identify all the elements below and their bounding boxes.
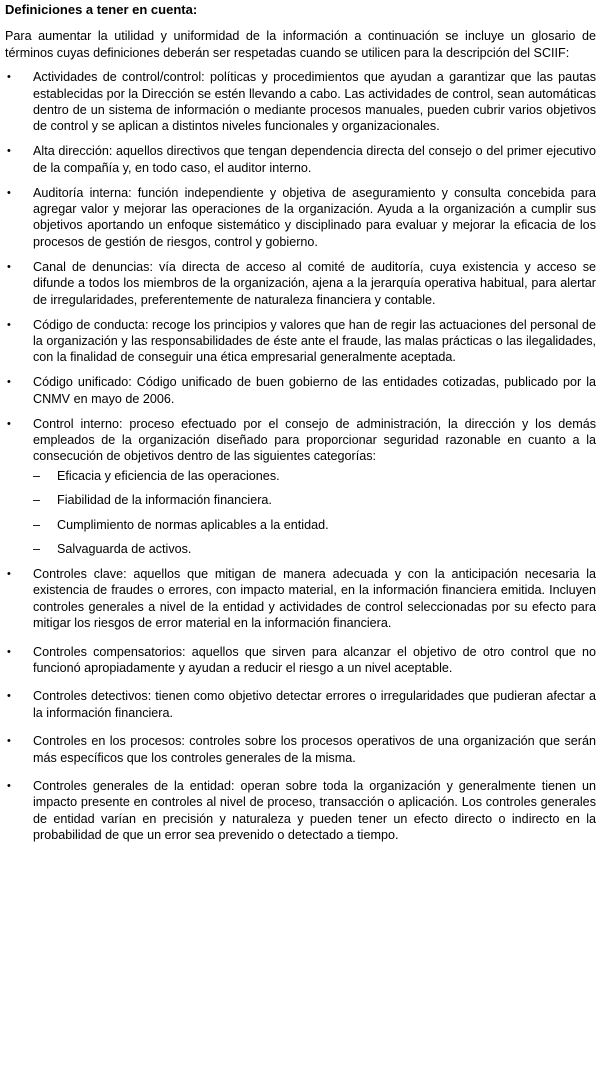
bullet-icon: •	[7, 417, 11, 430]
definition-text: Código de conducta: recoge los principios y valores que han de regir las actuaciones del personal de la organización y las responsabilidades de éste ante el fraude, las malas prácticas o las ilegalidades, con la finalidad de conseguir una ética empresarial generalmente aceptada.	[33, 317, 596, 365]
category-text: Cumplimiento de normas aplicables a la entidad.	[57, 517, 329, 532]
category-item	[33, 517, 596, 533]
definition-item	[5, 374, 596, 407]
definition-item	[5, 259, 596, 308]
definition-text: Control interno: proceso efectuado por el consejo de administración, la dirección y los demás empleados de la organización diseñado para proporcionar seguridad razonable en cuanto a la consecución de objetivos dentro de las siguientes categorías:	[33, 416, 596, 464]
definition-text: Controles generales de la entidad: operan sobre toda la organización y generalmente tienen un impacto presente en controles al nivel de proceso, transacción o aplicación. Los controles generales de entidad varían en precisión y naturaleza y pueden tener un efecto directo o indirecto en la probabilidad de que un error sea prevenido o detectado a tiempo.	[33, 778, 596, 843]
category-text: Fiabilidad de la información financiera.	[57, 493, 272, 508]
category-item	[33, 492, 596, 508]
control-interno-categories	[33, 468, 596, 558]
definition-item	[5, 143, 596, 176]
bullet-icon: •	[7, 186, 11, 199]
definition-item	[5, 185, 596, 251]
definition-text: Canal de denuncias: vía directa de acceso al comité de auditoría, cuya existencia y acceso se difunde a todos los miembros de la organización, ajena a la jerarquía operativa habitual, para alertar de irregularidades, preferentemente de naturaleza financiera y contable.	[33, 259, 596, 307]
definition-item	[5, 688, 596, 721]
definition-item	[5, 566, 596, 632]
category-text: Eficacia y eficiencia de las operaciones.	[57, 468, 280, 483]
bullet-icon: •	[7, 260, 11, 273]
dash-icon: –	[33, 517, 41, 532]
definition-text: Controles clave: aquellos que mitigan de manera adecuada y con la anticipación necesaria la existencia de fraudes o errores, con impacto material, en la información financiera emitida. Incluyen controles generales a nivel de la entidad y actividades de control seleccionadas por su efecto para mitigar los riesgos de error material en la información financiera.	[33, 566, 596, 631]
definition-item	[5, 644, 596, 677]
dash-icon: –	[33, 493, 41, 508]
definition-text: Actividades de control/control: políticas y procedimientos que ayudan a garantizar que las pautas establecidas por la Dirección se estén llevando a cabo. Las actividades de control, sean automáticas dentro de un sistema de información o mediante procesos manuales, pueden cubrir varios objetivos de control y se aplican a distintos niveles funcionales y organizacionales.	[33, 70, 596, 134]
category-item	[33, 468, 596, 484]
bullet-icon: •	[7, 779, 11, 792]
section-heading: Definiciones a tener en cuenta:	[5, 2, 198, 17]
bullet-icon: •	[7, 735, 11, 748]
definition-item	[5, 778, 596, 844]
category-item	[33, 541, 596, 557]
definition-item	[5, 317, 596, 366]
definition-text: Alta dirección: aquellos directivos que tengan dependencia directa del consejo o del primer ejecutivo de la compañía y, en todo caso, el auditor interno.	[33, 144, 596, 175]
definitions-list	[5, 69, 596, 843]
definition-item	[5, 733, 596, 766]
definition-item	[5, 416, 596, 558]
bullet-icon: •	[7, 690, 11, 703]
definition-text: Controles en los procesos: controles sobre los procesos operativos de una organización que serán más específicos que los controles generales de la misma.	[33, 734, 596, 765]
category-text: Salvaguarda de activos.	[57, 541, 192, 556]
bullet-icon: •	[7, 376, 11, 389]
definition-item	[5, 69, 596, 135]
bullet-icon: •	[7, 318, 11, 331]
bullet-icon: •	[7, 71, 11, 84]
bullet-icon: •	[7, 567, 11, 580]
definition-text: Controles compensatorios: aquellos que sirven para alcanzar el objetivo de otro control que no funcionó apropiadamente y ayudan a reducir el riesgo a un nivel aceptable.	[33, 644, 596, 675]
intro-paragraph: Para aumentar la utilidad y uniformidad de la información a continuación se incluye un glosario de términos cuyas definiciones deberán ser respetadas cuando se utilicen para la descripción del SCIIF:	[5, 29, 596, 60]
bullet-icon: •	[7, 145, 11, 158]
dash-icon: –	[33, 541, 41, 556]
definition-text: Código unificado: Código unificado de buen gobierno de las entidades cotizadas, publicado por la CNMV en mayo de 2006.	[33, 375, 596, 406]
bullet-icon: •	[7, 645, 11, 658]
dash-icon: –	[33, 468, 41, 483]
definition-text: Auditoría interna: función independiente y objetiva de aseguramiento y consulta concebida para agregar valor y mejorar las operaciones de la organización. Ayuda a la organización a cumplir sus objetivos aportando un enfoque sistemático y disciplinado para evaluar y mejorar la eficacia de los procesos de gestión de riesgos, control y gobierno.	[33, 185, 596, 249]
definition-text: Controles detectivos: tienen como objetivo detectar errores o irregularidades que pudieran afectar a la información financiera.	[33, 689, 596, 720]
